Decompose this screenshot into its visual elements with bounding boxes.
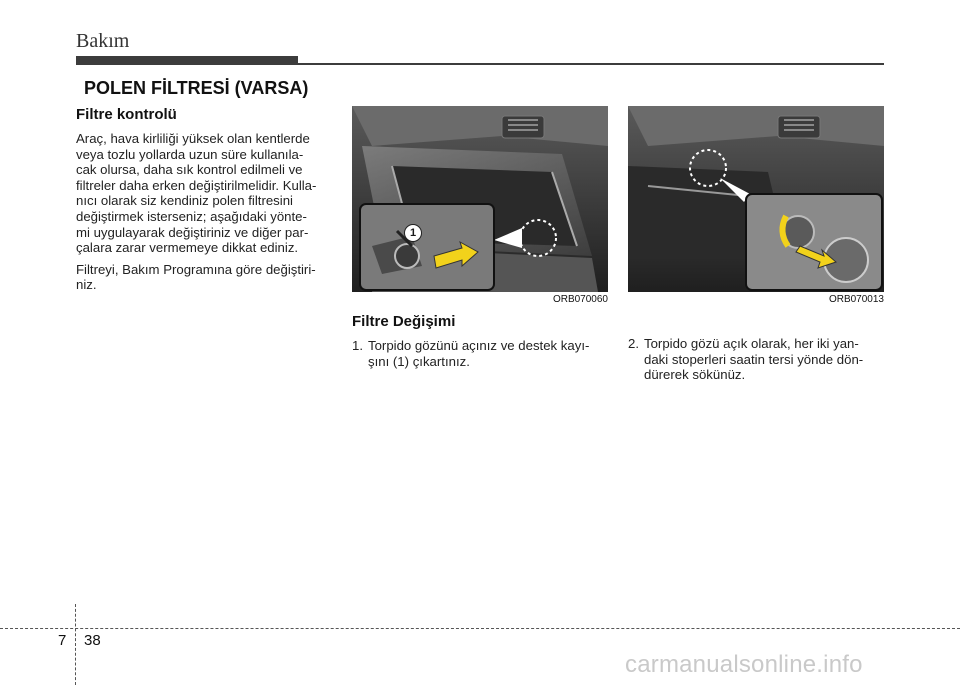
watermark: carmanualsonline.info [625,651,863,678]
header-rule-thick [76,56,298,65]
stopper-step-column [628,336,886,383]
step-text: Torpido gözünü açınız ve destek kayı- [368,338,590,353]
step-2 [628,336,886,383]
text-line: mi uygulayarak değiştiriniz ve diğer par- [76,224,309,240]
filter-check-heading: Filtre kontrolü [76,106,177,123]
glovebox-stopper-photo [628,106,884,292]
filter-check-column [76,106,334,299]
chapter-title: Bakım [76,30,130,52]
text-line: niz. [76,277,97,293]
step-1 [352,338,608,369]
glovebox-illustration [352,106,608,292]
text-line: nıcı olarak siz kendiniz polen filtresini [76,193,293,209]
stopper-illustration [628,106,884,292]
text-line: Filtreyi, Bakım Programına göre değiştiri- [76,261,316,277]
step-text: Torpido gözü açık olarak, her iki yan- [644,336,859,351]
glovebox-support-photo [352,106,608,292]
footer-chapter-number: 7 [58,632,67,649]
section-title: POLEN FİLTRESİ (VARSA) [84,78,309,98]
header-rule-thin [298,63,884,65]
step-text: şını (1) çıkartınız. [368,353,470,369]
callout-number: 1 [404,224,422,242]
filter-check-paragraph-1 [76,131,334,256]
step-text: dürerek sökünüz. [644,367,746,383]
text-line: çalara zarar vermemeye dikkat ediniz. [76,240,299,256]
text-line: değiştirmek isterseniz; aşağıdaki yönte- [76,208,307,224]
footer-divider [75,604,76,685]
text-line: cak olursa, daha sık kontrol edilmeli ve [76,162,303,178]
text-line: Araç, hava kirliliği yüksek olan kentlerde [76,131,310,146]
text-line: filtreler daha erken değiştirilmelidir. Kulla- [76,177,317,193]
filter-replace-heading: Filtre Değişimi [352,313,456,330]
step-number: 2. [628,336,639,351]
filter-replace-column [352,313,608,369]
photo-label: ORB070013 [828,294,884,305]
text-line: veya tozlu yollarda uzun süre kullanıla- [76,146,304,162]
step-number: 1. [352,338,363,353]
footer-page-number: 38 [84,632,101,649]
step-text: daki stoperleri saatin tersi yönde dön- [644,351,864,367]
footer-rule [0,628,960,629]
photo-label: ORB070060 [552,294,608,305]
filter-check-paragraph-2 [76,262,334,293]
